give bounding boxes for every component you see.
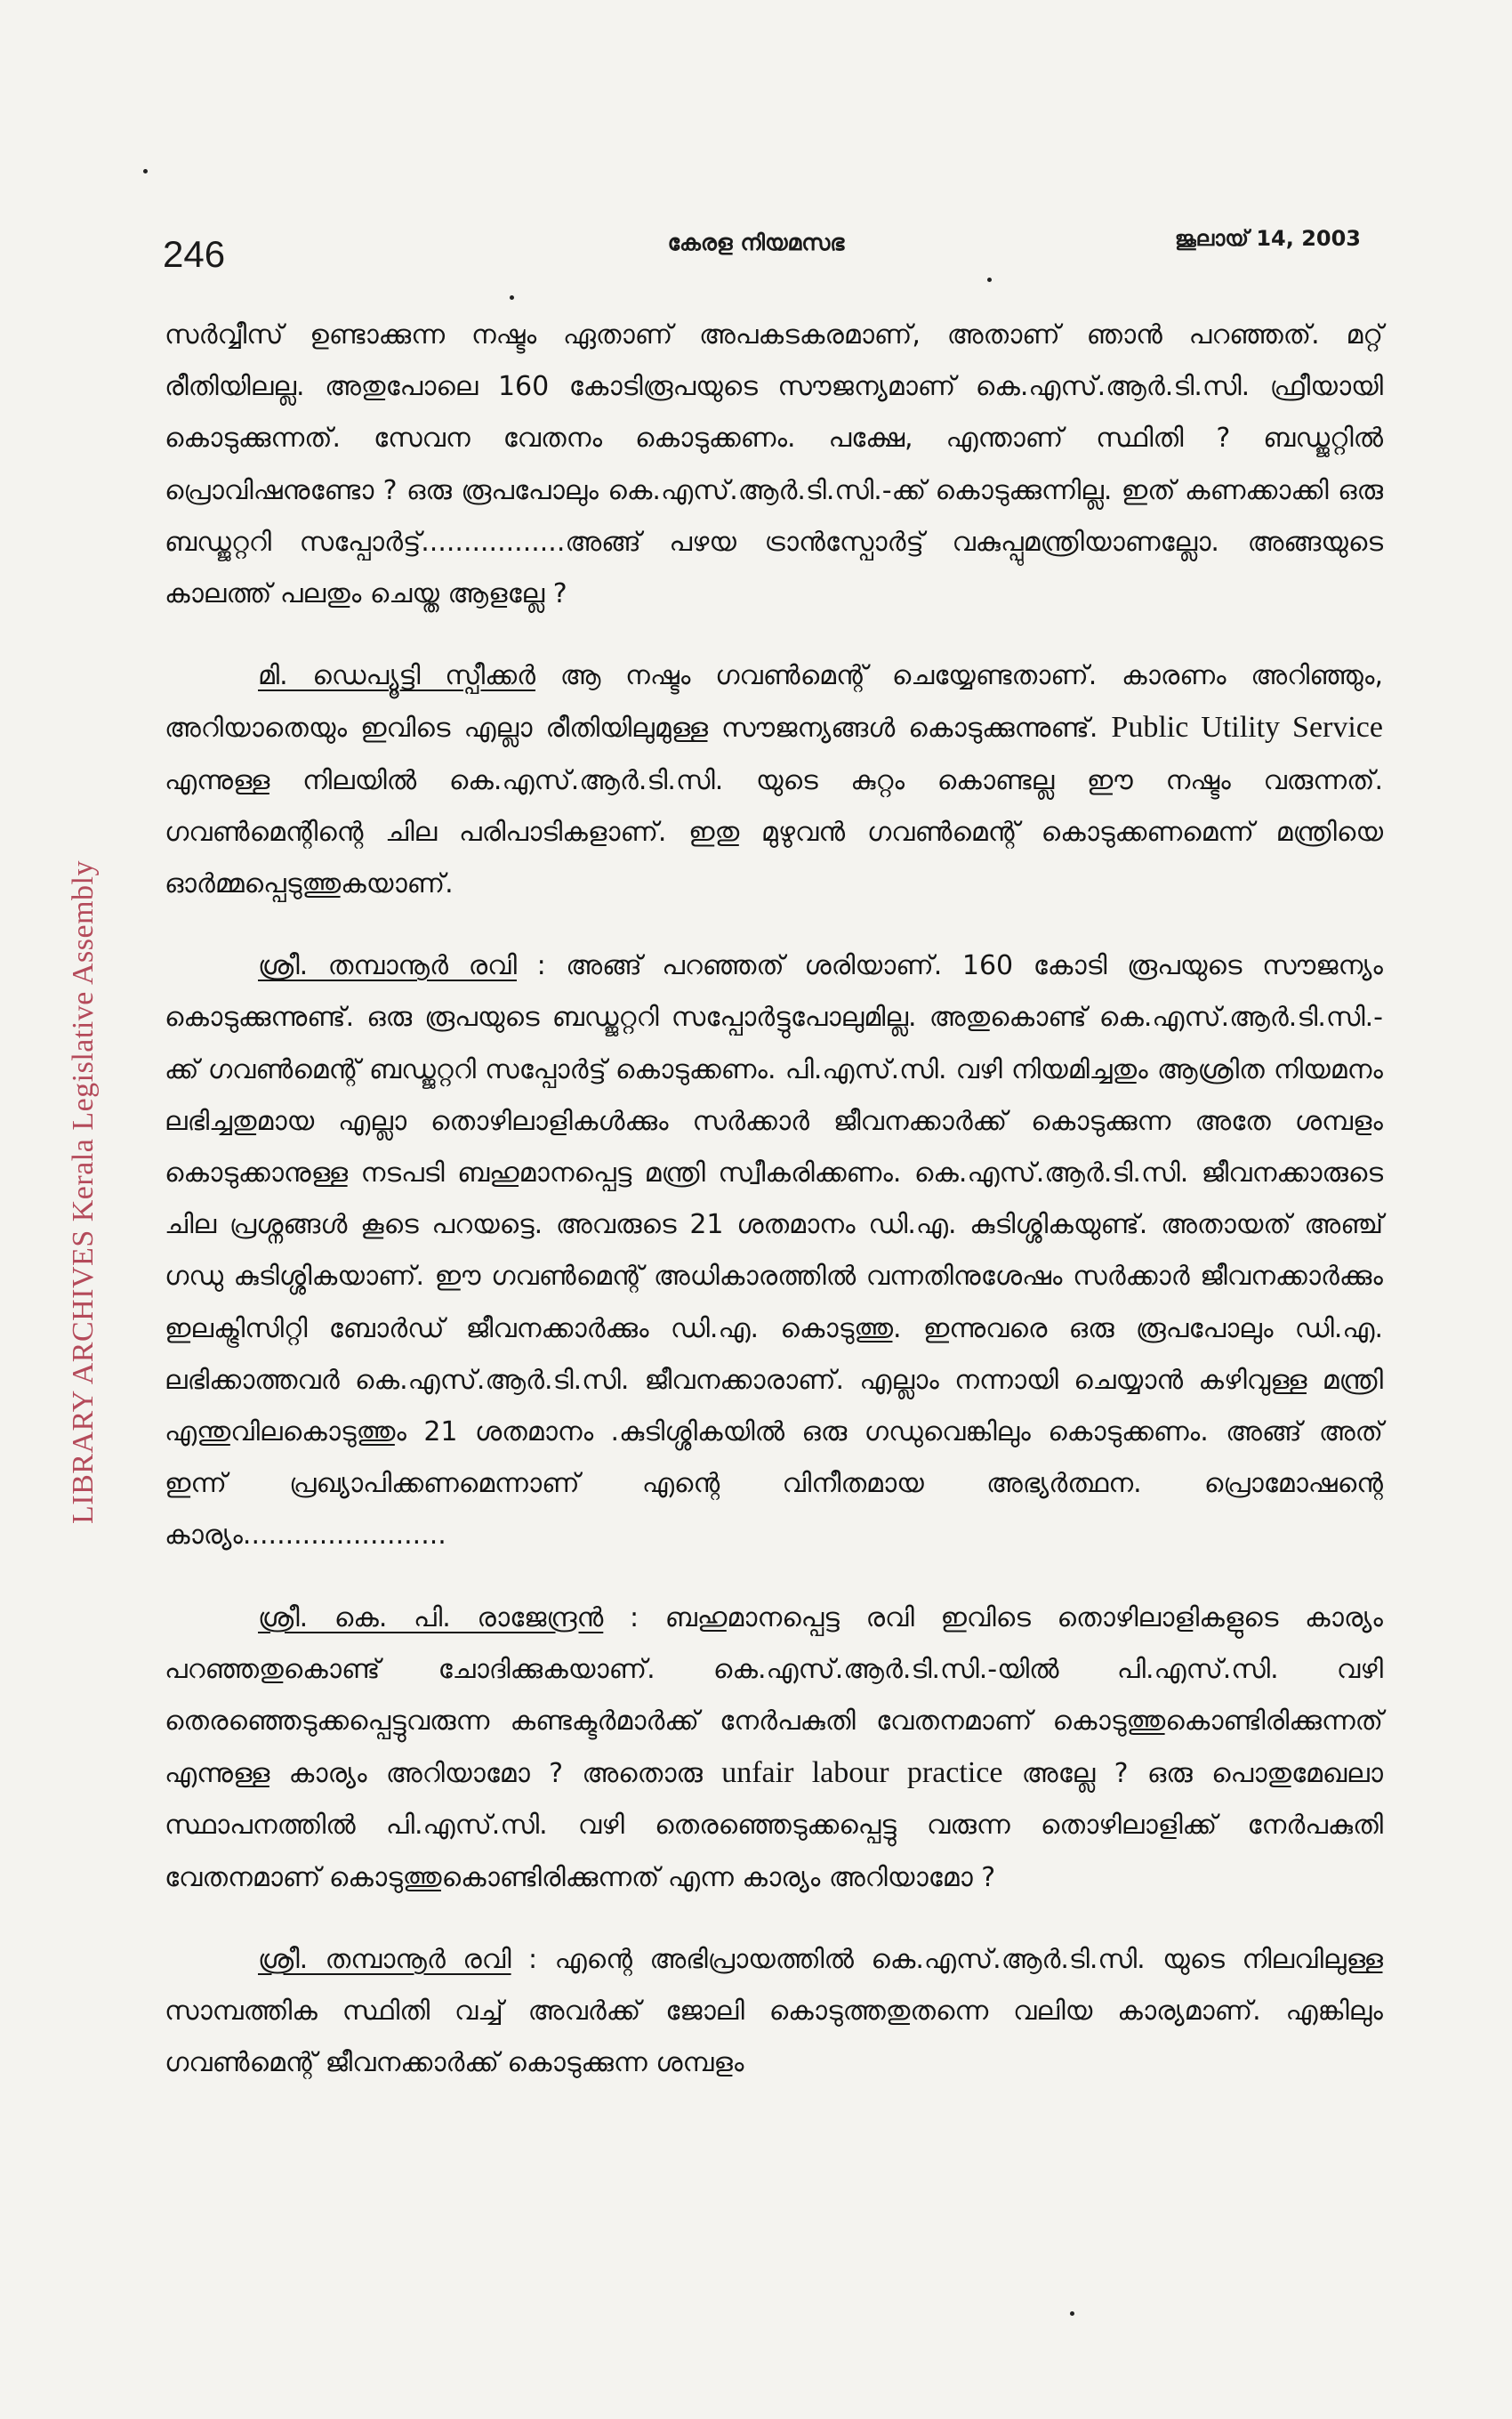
english-phrase: unfair labour practice <box>721 1756 1003 1790</box>
page-number: 246 <box>163 233 226 275</box>
paragraph-kp-rajendran <box>165 1593 1383 1904</box>
paragraph-continued <box>165 310 1383 620</box>
header-date: ജൂലായ് 14, 2003 <box>1174 226 1361 251</box>
paragraph-thampanoor-ravi <box>165 940 1383 1561</box>
page-header <box>0 0 1512 302</box>
speaker-name: ശ്രീ. തമ്പാനൂർ രവി <box>258 950 517 982</box>
paragraph-text: : എന്റെ അഭിപ്രായത്തിൽ കെ.എസ്.ആർ.ടി.സി. യുടെ നിലവിലുള്ള സാമ്പത്തിക സ്ഥിതി വച്ച് അവർക്ക് ജോലി കൊടുത്തതുതന്നെ വലിയ കാര്യമാണ്. എങ്കിലും ഗവൺമെന്റ് ജീവനക്കാർക്ക് കൊടുക്കുന്ന ശമ്പളം <box>165 1943 1383 2079</box>
speaker-name: ശ്രീ. കെ. പി. രാജേന്ദ്രൻ <box>258 1601 604 1633</box>
watermark-text: LIBRARY ARCHIVES Kerala Legislative Assembly <box>67 859 100 1525</box>
scan-speck <box>1070 2311 1074 2316</box>
paragraph-thampanoor-ravi-reply <box>165 1934 1383 2090</box>
english-phrase: Public Utility Service <box>1111 711 1383 745</box>
paragraph-text-after: എന്നുള്ള നിലയിൽ കെ.എസ്.ആർ.ടി.സി. യുടെ കുറ്റം കൊണ്ടല്ല ഈ നഷ്ടം വരുന്നത്. ഗവൺമെന്റിന്റെ ചില പരിപാടികളാണ്. ഇതു മുഴുവൻ ഗവൺമെന്റ് കൊടുക്കണമെന്ന് മന്ത്രിയെ ഓർമ്മപ്പെടുത്തുകയാണ്. <box>165 764 1383 900</box>
speaker-name: ശ്രീ. തമ്പാനൂർ രവി <box>258 1943 511 1975</box>
paragraph-deputy-speaker <box>165 650 1383 910</box>
scan-speck <box>987 278 992 282</box>
paragraph-text: : ബഹുമാനപ്പെട്ട രവി ഇവിടെ തൊഴിലാളികളുടെ കാര്യം പറഞ്ഞതുകൊണ്ട് ചോദിക്കുകയാണ്. കെ.എസ്.ആർ.ടി.സി.-യിൽ പി.എസ്.സി. വഴി തെരഞ്ഞെടുക്കപ്പെട്ടുവരുന്ന കണ്ടക്ടർമാർക്ക് നേർപകുതി വേതനമാണ് കൊടുത്തുകൊണ്ടിരിക്കുന്നത് എന്നുള്ള കാര്യം അറിയാമോ ? അതൊരു <box>165 1601 1383 1790</box>
paragraph-text-after: അല്ലേ ? ഒരു പൊതുമേഖലാ സ്ഥാപനത്തിൽ പി.എസ്.സി. വഴി തെരഞ്ഞെടുക്കപ്പെട്ടു വരുന്ന തൊഴിലാളിക്ക് നേർപകുതി വേതനമാണ് കൊടുത്തുകൊണ്ടിരിക്കുന്നത് എന്ന കാര്യം അറിയാമോ ? <box>165 1758 1383 1893</box>
scan-speck <box>143 169 148 173</box>
document-body <box>165 310 1383 2090</box>
paragraph-text: സർവ്വീസ് ഉണ്ടാക്കുന്ന നഷ്ടം ഏതാണ് അപകടകരമാണ്, അതാണ് ഞാൻ പറഞ്ഞത്. മറ്റ് രീതിയിലല്ല. അതുപോലെ 160 കോടിരൂപയുടെ സൗജന്യമാണ് കെ.എസ്.ആർ.ടി.സി. ഫ്രീയായി കൊടുക്കുന്നത്. സേവന വേതനം കൊടുക്കണം. പക്ഷേ, എന്താണ് സ്ഥിതി ? ബഡ്ജറ്റിൽ പ്രൊവിഷനുണ്ടോ ? ഒരു രൂപപോലും കെ.എസ്.ആർ.ടി.സി.-ക്ക് കൊടുക്കുന്നില്ല. ഇത് കണക്കാക്കി ഒരു ബഡ്ജറ്ററി സപ്പോർട്ട്.................അങ്ങ് പഴയ ട്രാൻസ്പോർട്ട് വകുപ്പുമന്ത്രിയാണല്ലോ. അങ്ങയുടെ കാലത്ത് പലതും ചെയ്ത ആളല്ലേ ? <box>165 319 1383 610</box>
speaker-name: മി. ഡെപ്യൂട്ടി സ്പീക്കർ <box>258 660 536 692</box>
archive-watermark <box>0 0 100 2419</box>
paragraph-text: ആ നഷ്ടം ഗവൺമെന്റ് ചെയ്യേണ്ടതാണ്. കാരണം അറിഞ്ഞും, അറിയാതെയും ഇവിടെ എല്ലാ രീതിയിലുമുള്ള സൗജന്യങ്ങൾ കൊടുക്കുന്നുണ്ട്. <box>165 660 1383 745</box>
paragraph-text: : അങ്ങ് പറഞ്ഞത് ശരിയാണ്. 160 കോടി രൂപയുടെ സൗജന്യം കൊടുക്കുന്നുണ്ട്. ഒരു രൂപയുടെ ബഡ്ജറ്ററി സപ്പോർട്ടുപോലുമില്ല. അതുകൊണ്ട് കെ.എസ്.ആർ.ടി.സി.-ക്ക് ഗവൺമെന്റ് ബഡ്ജറ്ററി സപ്പോർട്ട് കൊടുക്കണം. പി.എസ്.സി. വഴി നിയമിച്ചതും ആശ്രിത നിയമനം ലഭിച്ചതുമായ എല്ലാ തൊഴിലാളികൾക്കും സർക്കാർ ജീവനക്കാർക്ക് കൊടുക്കുന്ന അതേ ശമ്പളം കൊടുക്കാനുള്ള നടപടി ബഹുമാനപ്പെട്ട മന്ത്രി സ്വീകരിക്കണം. കെ.എസ്.ആർ.ടി.സി. ജീവനക്കാരുടെ ചില പ്രശ്നങ്ങൾ കൂടെ പറയട്ടെ. അവരുടെ 21 ശതമാനം ഡി.എ. കുടിശ്ശികയുണ്ട്. അതായത് അഞ്ച് ഗഡു കുടിശ്ശികയാണ്. ഈ ഗവൺമെന്റ് അധികാരത്തിൽ വന്നതിനുശേഷം സർക്കാർ ജീവനക്കാർക്കും ഇലക്ട്രിസിറ്റി ബോർഡ് ജീവനക്കാർക്കും ഡി.എ. കൊടുത്തു. ഇന്നുവരെ ഒരു രൂപപോലും ഡി.എ. ലഭിക്കാത്തവർ കെ.എസ്.ആർ.ടി.സി. ജീവനക്കാരാണ്. എല്ലാം നന്നായി ചെയ്യാൻ കഴിവുള്ള മന്ത്രി എന്തുവിലകൊടുത്തും 21 ശതമാനം .കുടിശ്ശികയിൽ ഒരു ഗഡുവെങ്കിലും കൊടുക്കണം. അങ്ങ് അത് ഇന്ന് പ്രഖ്യാപിക്കണമെന്നാണ് എന്റെ വിനീതമായ അഭ്യർത്ഥന. പ്രൊമോഷന്റെ കാര്യം........................ <box>165 950 1383 1552</box>
running-head: കേരള നിയമസഭ <box>667 230 845 255</box>
scan-speck <box>510 295 514 300</box>
